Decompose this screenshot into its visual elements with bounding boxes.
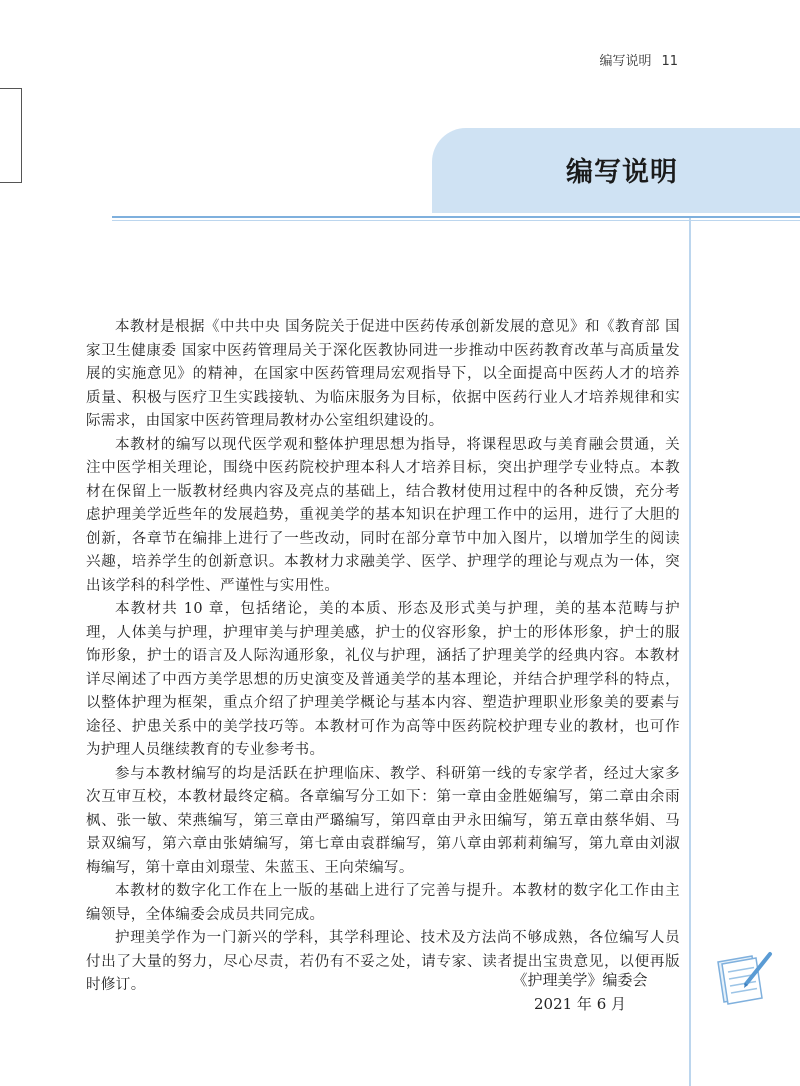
paragraph: 本教材是根据《中共中央 国务院关于促进中医药传承创新发展的意见》和《教育部 国家卫生健康委 国家中医药管理局关于深化医教协同进一步推动中医药教育改革与高质量发展的实施意见》的精神，在国家中医药管理局宏观指导下，以全面提高中医药人才的培养质量、积极与医疗卫生实践接轨、为临床服务为目标，依据中医药行业人才培养规律和实际需求，由国家中医药管理局教材办公室组织建设的。 xyxy=(86,319,680,429)
running-header-title: 编写说明 xyxy=(599,54,652,69)
page-title: 编写说明 xyxy=(566,157,678,188)
paragraph: 参与本教材编写的均是活跃在护理临床、教学、科研第一线的专家学者，经过大家多次互审互校，本教材最终定稿。各章编写分工如下：第一章由金胜姬编写，第二章由余雨枫、张一敏、荣燕编写，第三章由严璐编写，第四章由尹永田编写，第五章由蔡华娟、马景双编写，第六章由张婧编写，第七章由袁群编写，第八章由郭莉莉编写，第九章由刘淑梅编写，第十章由刘璟莹、朱蓝玉、王向荣编写。 xyxy=(86,765,680,876)
signature-block xyxy=(480,968,680,1016)
title-rule-secondary xyxy=(112,220,800,221)
page-number: 11 xyxy=(661,54,678,69)
margin-vertical-rule xyxy=(689,218,691,1086)
paragraph: 本教材的编写以现代医学观和整体护理思想为指导，将课程思政与美育融会贯通，关注中医学相关理论，围绕中医药院校护理本科人才培养目标，突出护理学专业特点。本教材在保留上一版教材经典内容及亮点的基础上，结合教材使用过程中的各种反馈，充分考虑护理美学近些年的发展趋势，重视美学的基本知识在护理工作中的运用，进行了大胆的创新，各章节在编排上进行了一些改动，同时在部分章节中加入图片，以增加学生的阅读兴趣，培养学生的创新意识。本教材力求融美学、医学、护理学的理论与观点为一体，突出该学科的科学性、严谨性与实用性。 xyxy=(86,436,680,594)
paragraph: 护理美学作为一门新兴的学科，其学科理论、技术及方法尚不够成熟，各位编写人员付出了大量的努力，尽心尽责，若仍有不妥之处，请专家、读者提出宝贵意见，以便再版时修订。 xyxy=(86,930,680,993)
margin-tab-marker xyxy=(0,88,22,183)
editorial-committee: 《护理美学》编委会 xyxy=(512,971,648,989)
body-text xyxy=(86,316,680,998)
title-rule xyxy=(112,216,800,218)
paragraph: 本教材共 10 章，包括绪论，美的本质、形态及形式美与护理，美的基本范畴与护理，人体美与护理，护理审美与护理美感，护士的仪容形象，护士的形体形象，护士的服饰形象，护士的语言及人际沟通形象，礼仪与护理，涵括了护理美学的经典内容。本教材详尽阐述了中西方美学思想的历史演变及普通美学的基本理论，并结合护理学科的特点，以整体护理为框架，重点介绍了护理美学概论与基本内容、塑造护理职业形象美的要素与途径、护患关系中的美学技巧等。本教材可作为高等中医药院校护理专业的教材，也可作为护理人员继续教育的专业参考书。 xyxy=(86,601,680,758)
notebook-pen-icon xyxy=(712,948,776,1010)
paragraph: 本教材的数字化工作在上一版的基础上进行了完善与提升。本教材的数字化工作由主编领导，全体编委会成员共同完成。 xyxy=(86,883,680,923)
signature-date: 2021 年 6 月 xyxy=(533,995,627,1013)
running-header xyxy=(599,50,678,69)
